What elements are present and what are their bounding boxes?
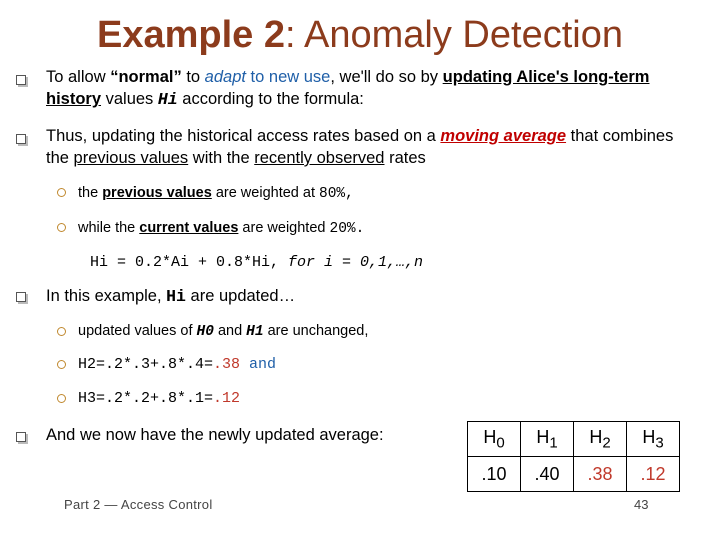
table-header-h3 bbox=[627, 422, 680, 457]
sub-bullet-4: H2=.2*.3+.8*.4=.38 and bbox=[78, 356, 277, 373]
table-cell: .38 bbox=[574, 457, 627, 492]
title-rest: : Anomaly Detection bbox=[285, 14, 623, 56]
header-subscript: 2 bbox=[602, 434, 611, 452]
header-subscript: 0 bbox=[496, 434, 505, 452]
circle-bullet-icon bbox=[57, 223, 66, 232]
title-bold: Example 2 bbox=[97, 14, 286, 56]
sub-bullet-1: the previous values are weighted at 80%, bbox=[78, 185, 354, 202]
table-header-h2 bbox=[574, 422, 627, 457]
bullet-square-icon bbox=[16, 134, 26, 144]
slide-title bbox=[0, 12, 720, 58]
table-header-h0 bbox=[468, 422, 521, 457]
table-cell: .10 bbox=[468, 457, 521, 492]
bullet-1: To allow “normal” to adapt to new use, we'll do so by updating Alice's long-term history values Hi according to the formula: bbox=[46, 68, 650, 109]
bullet-2: Thus, updating the historical access rates based on a moving average that combines the previous values with the recently observed rates bbox=[46, 127, 674, 167]
bullet-square-icon bbox=[16, 432, 26, 442]
circle-bullet-icon bbox=[57, 394, 66, 403]
page-number: 43 bbox=[634, 497, 649, 512]
table-row bbox=[468, 457, 680, 492]
sub-bullet-5: H3=.2*.2+.8*.1=.12 bbox=[78, 390, 241, 407]
sub-bullet-3: updated values of H0 and H1 are unchanged, bbox=[78, 323, 369, 340]
table-cell: .12 bbox=[627, 457, 680, 492]
bullet-square-icon bbox=[16, 75, 26, 85]
header-letter: H bbox=[483, 426, 497, 447]
formula: Hi = 0.2*Ai + 0.8*Hi, for i = 0,1,…,n bbox=[90, 254, 424, 271]
sub-bullet-2: while the current values are weighted 20%. bbox=[78, 220, 365, 237]
header-subscript: 1 bbox=[549, 434, 558, 452]
header-letter: H bbox=[589, 426, 603, 447]
table-row bbox=[468, 422, 680, 457]
history-table bbox=[467, 421, 680, 492]
table-cell: .40 bbox=[521, 457, 574, 492]
bullet-square-icon bbox=[16, 292, 26, 302]
table-header-h1 bbox=[521, 422, 574, 457]
bullet-3: In this example, Hi are updated… bbox=[46, 287, 296, 306]
circle-bullet-icon bbox=[57, 327, 66, 336]
circle-bullet-icon bbox=[57, 188, 66, 197]
circle-bullet-icon bbox=[57, 360, 66, 369]
header-letter: H bbox=[642, 426, 656, 447]
footer-text: Part 2 — Access Control bbox=[64, 497, 213, 512]
header-subscript: 3 bbox=[655, 434, 664, 452]
header-letter: H bbox=[536, 426, 550, 447]
bullet-4: And we now have the newly updated average: bbox=[46, 426, 384, 444]
